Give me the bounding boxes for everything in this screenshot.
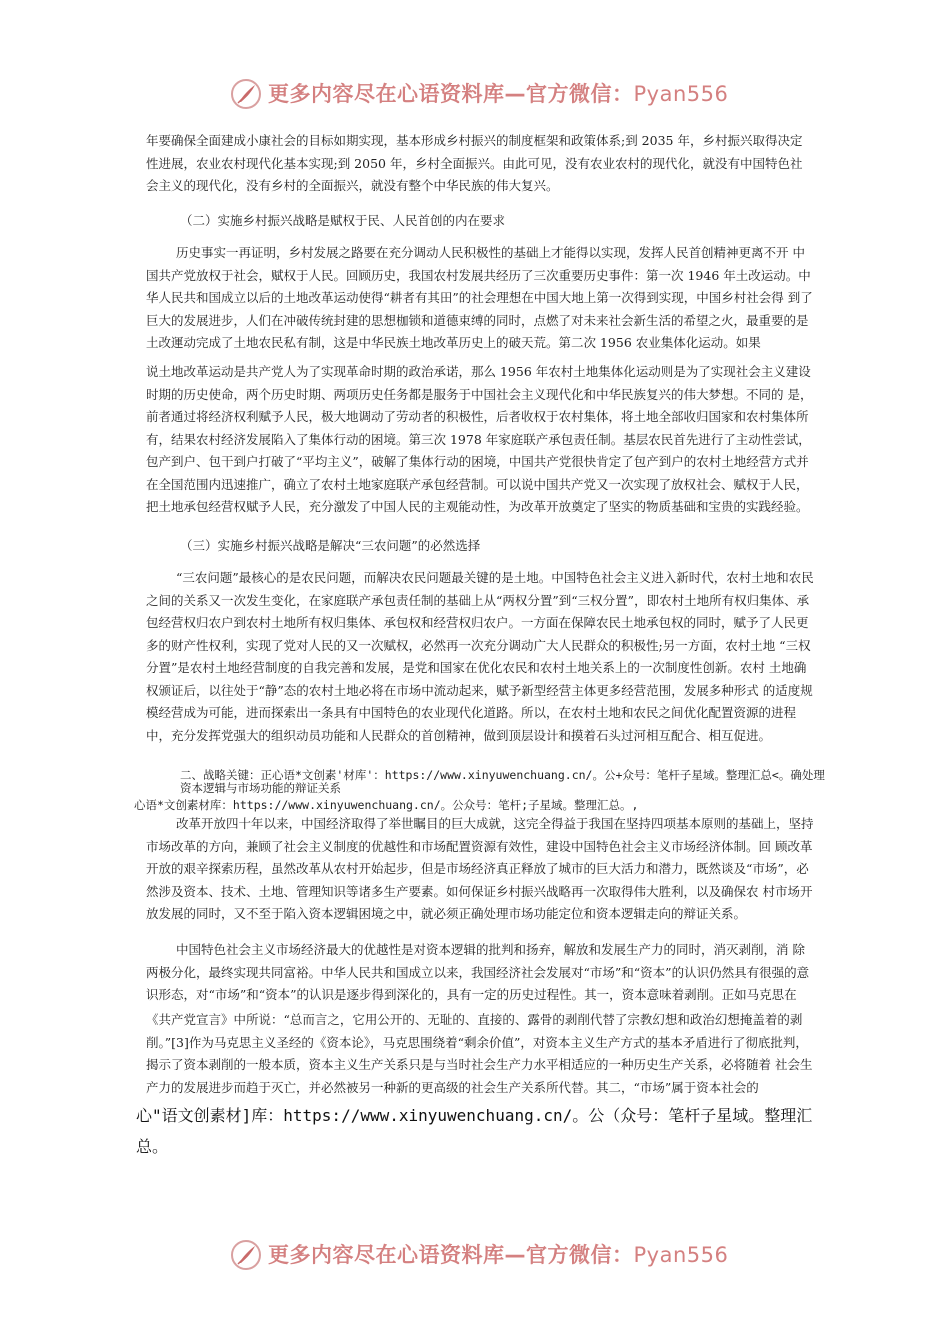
quill-pen-icon — [230, 1239, 262, 1271]
paragraph-4: “三农问题”最核心的是农民问题，而解决农民问题最关键的是土地。中国特色社会主义进入新时代，农村土地和农民之间的关系又一次发生变化，在家庭联产承包责任制的基础上从“两权分置”到“三权分置”，即农村土地所有权归集体、承包经营权归农户到农村土地所有权归集体、承包权和经营权归农户。一方面在保障农民土地承包权的同时，赋予了人民更多的财产性权利，实现了党对人民的又一次赋权，必然再一次充分调动广大人民群众的积极性;另一方面，农村土地 “三权分置”是农村土地经营制度的自我完善和发展，是党和国家在优化农民和农村土地关系上的一次制度性创新。农村 土地确权颁证后，以往处于“静”态的农村土地必将在市场中流动起来，赋予新型经营主体更多经营范围，发展多种形式 的适度规模经营成为可能，进而探索出一条具有中国特色的农业现代化道路。所以，在农村土地和农民之间优化配置资源的进程中，充分发挥党强大的组织动员功能和人民群众的首创精神，做到顶层设计和摸着石头过河相互配合、相互促进。 — [146, 570, 814, 743]
paragraph-5: 改革开放四十年以来，中国经济取得了举世瞩目的巨大成就，这完全得益于我国在坚持四项基本原则的基础上，坚持市场改革的方向，兼顾了社会主义制度的优越性和市场配置资源有效性，建设中国特色社会主义市场经济体制。回 顾改革开放的艰辛探索历程，虽然改革从农村开始起步，但是市场经济真正释放了城市的巨大活力和潜力，既然谈及“市场”，必然涉及资本、技术、土地、管理知识等诸多生产要素。如何保证乡村振兴战略再一次取得伟大胜利，以及确保农 村市场开放发展的同时，又不至于陷入资本逻辑困境之中，就必须正确处理市场功能定位和资本逻辑走向的辩证关系。 — [146, 816, 814, 921]
section-heading-2: （二）实施乡村振兴战略是赋权于民、人民首创的内在要求 — [180, 213, 506, 228]
banner-text — [268, 78, 728, 108]
wechat-id: Pyan556 — [633, 1243, 729, 1267]
paragraph-6: 中国特色社会主义市场经济最大的优越性是对资本逻辑的批判和扬弃，解放和发展生产力的同时，消灭剥削，消 除两极分化，最终实现共同富裕。中华人民共和国成立以来，我国经济社会发展对“市场”和“资本”的认识仍然具有很强的意识形态，对“市场”和“资本”的认识是逐步得到深化的，具有一定的历史过程性。其一，资本意味着剥削。正如马克思在 — [146, 942, 810, 1002]
banner-label: 更多内容尽在心语资料库—官方微信： — [268, 82, 634, 106]
banner-text — [268, 1239, 728, 1269]
header-banner — [0, 74, 950, 114]
watermark-line-1: 二、战略关键：正心语*文创素'材库'：https://www.xinyuwenchuang.cn/。公+众号：笔杆子星域。整理汇总<。确处理资本逻辑与市场功能的辩证关系 — [180, 768, 825, 795]
banner-label: 更多内容尽在心语资料库—官方微信： — [268, 1243, 634, 1267]
watermark-line-2: 心语*文创素材库：https://www.xinyuwenchuang.cn/。公众号：笔杆;子星域。整理汇总。, — [134, 798, 639, 812]
paragraph-3: 说土地改革运动是共产党人为了实现革命时期的政治承诺，那么 1956 年农村土地集体化运动则是为了实现社会主义建设时期的历史使命，两个历史时期、两项历史任务都是服务于中国社会主义现代化和中华民族复兴的伟大梦想。不同的 是，前者通过将经济权利赋予人民，极大地调动了劳动者的积极性，后者收权于农村集体，将土地全部收归国家和农村集体所有，结果农村经济发展陷入了集体行动的困境。第三次 1978 年家庭联产承包责任制。基层农民首先进行了主动性尝试，包产到户、包干到户打破了“平均主义”，破解了集体行动的困境，中国共产党很快肯定了包产到户的农村土地经营方式并在全国范围内迅速推广，确立了农村土地家庭联产承包经营制。可以说中国共产党又一次实现了放权社会、赋权于人民，把土地承包经营权赋予人民，充分激发了中国人民的主观能动性，为改革开放奠定了坚实的物质基础和宝贵的实践经验。 — [146, 364, 813, 514]
section-heading-3: （三）实施乡村振兴战略是解决“三农问题”的必然选择 — [180, 538, 481, 553]
paragraph-2: 历史事实一再证明，乡村发展之路要在充分调动人民积极性的基础上才能得以实现，发挥人民首创精神更离不开 中国共产党放权于社会，赋权于人民。回顾历史，我国农村发展共经历了三次重要历史事件：第一次 1946 年土改运动。中华人民共和国成立以后的土地改革运动使得“耕者有其田”的社会理想在中国大地上第一次得到实现，中国乡村社会得 到了巨大的发展进步，人们在冲破传统封建的思想枷锁和道德束缚的同时，点燃了对未来社会新生活的希望之火，最重要的是土改運动完成了土地农民私有制，这是中华民族土地改革历史上的破天荒。第二次 1956 农业集体化运动。如果 — [146, 245, 813, 350]
paragraph-7: 《共产党宣言》中所说：“总而言之，它用公开的、无耻的、直接的、露骨的剥削代替了宗教幻想和政治幻想掩盖着的剥削。”[3]作为马克思主义圣经的《资本论》，马克思围绕着“剩余价值”，对资本主义生产方式的基本矛盾进行了彻底批判，揭示了资本剥削的一般本质，资本主义生产关系只是与当时社会生产力水平相适应的一种历史生产关系，必将随着 社会生产力的发展进步而趋于灭亡，并必然被另一种新的更高级的社会生产关系所代替。其二，“市场”属于资本社会的 — [146, 1012, 813, 1095]
footer-banner — [0, 1235, 950, 1275]
wechat-id: Pyan556 — [633, 82, 729, 106]
watermark-large: 心"语文创素材]库：https://www.xinyuwenchuang.cn/。公（众号：笔杆子星域。整理汇总。 — [136, 1106, 813, 1156]
paragraph-1: 年要确保全面建成小康社会的目标如期实现，基本形成乡村振兴的制度框架和政策体系;到 2035 年，乡村振兴取得决定性进展，农业农村现代化基本实现;到 2050 年，乡村全面振兴。由此可见，没有农业农村的现代化，就没有中国特色社会主义的现代化，没有乡村的全面振兴，就没有整个中华民族的伟大复兴。 — [146, 133, 803, 193]
quill-pen-icon — [230, 78, 262, 110]
